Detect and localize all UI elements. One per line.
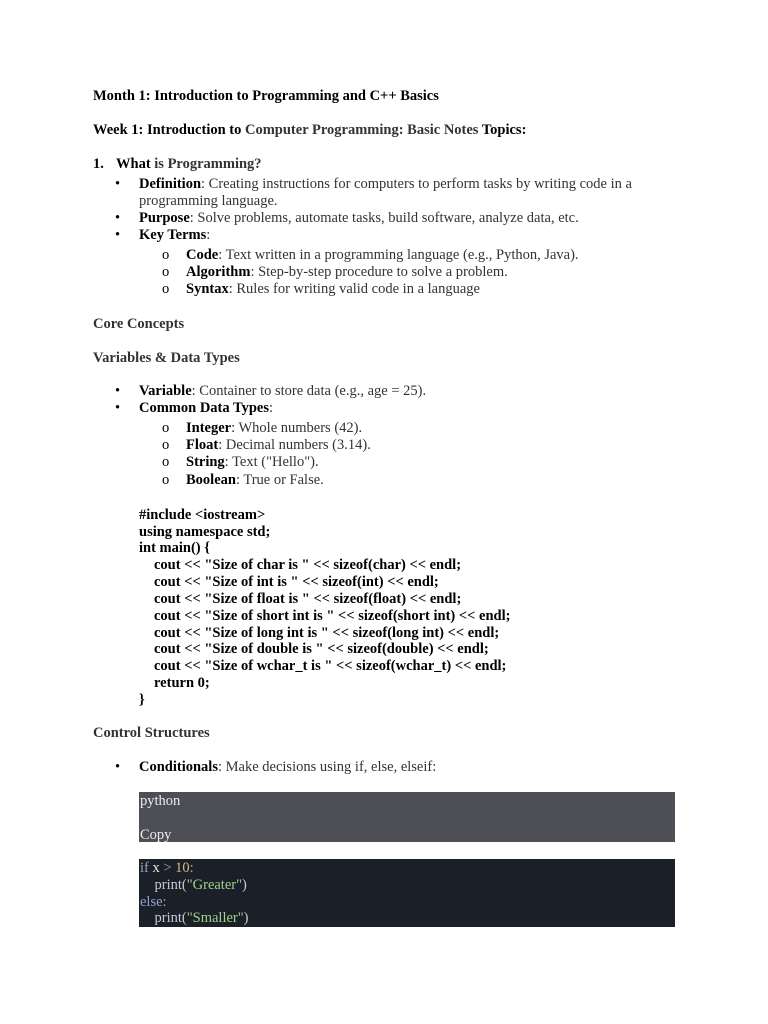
code-line-text: cout << "Size of double is " << sizeof(double) << endl;: [154, 641, 489, 657]
term-desc: : Step-by-step procedure to solve a problem.: [250, 264, 508, 280]
copy-code-button[interactable]: Copy: [140, 827, 172, 843]
control-structures-heading: Control Structures: [93, 725, 210, 741]
term-desc: : Decimal numbers (3.14).: [218, 437, 371, 453]
sub-list-item-algorithm: [186, 264, 508, 281]
term-desc: : Make decisions using if, else, elseif:: [217, 759, 437, 775]
code-header-bar: [139, 792, 675, 842]
function-call: print(: [154, 910, 187, 926]
code-line: [139, 608, 510, 625]
variables-heading: Variables & Data Types: [93, 350, 240, 366]
week-prefix: Week 1: Introduction to: [93, 122, 245, 138]
identifier: x: [148, 860, 160, 876]
term-desc: : Solve problems, automate tasks, build software, analyze data, etc.: [189, 210, 579, 226]
code-line: int main() {: [139, 540, 210, 556]
sub-list-item-syntax: [186, 281, 480, 298]
bullet-icon: •: [115, 210, 121, 226]
code-line-text: return 0;: [154, 675, 210, 691]
indent: [140, 910, 155, 926]
term-desc: : Creating instructions for computers to perform tasks by writing code in a: [201, 176, 632, 192]
code-line: [139, 658, 506, 675]
term: Definition: [139, 176, 202, 192]
python-code-line: [140, 894, 167, 911]
python-code-line: [140, 860, 194, 877]
list-item-key-terms: [139, 227, 699, 244]
number-literal: 10: [175, 860, 190, 876]
code-line: [139, 574, 439, 591]
operator: >: [159, 860, 176, 876]
code-line-text: cout << "Size of long int is " << sizeof(long int) << endl;: [154, 625, 500, 641]
python-code-line: [140, 877, 247, 894]
circle-bullet-icon: o: [162, 247, 170, 263]
circle-bullet-icon: o: [162, 264, 170, 280]
term: Code: [186, 247, 219, 263]
bullet-icon: •: [115, 383, 121, 399]
term: Float: [186, 437, 219, 453]
term: Syntax: [186, 281, 229, 297]
term-desc: : Whole numbers (42).: [231, 420, 363, 436]
circle-bullet-icon: o: [162, 454, 170, 470]
list-item-definition: [139, 176, 699, 193]
section-title: [116, 156, 262, 173]
code-line: [139, 675, 210, 692]
term: Purpose: [139, 210, 190, 226]
list-item-conditionals: [139, 759, 699, 776]
term-desc: : Text written in a programming language (e.g., Python, Java).: [218, 247, 579, 263]
function-call: print(: [154, 877, 187, 893]
keyword: if: [140, 860, 149, 876]
code-line: using namespace std;: [139, 524, 271, 540]
section-number: 1.: [93, 156, 104, 172]
code-line: [139, 557, 461, 574]
term: Integer: [186, 420, 232, 436]
list-item-data-types: [139, 400, 699, 417]
sub-list-item-string: [186, 454, 319, 471]
code-line: [139, 591, 461, 608]
sub-list-item-float: [186, 437, 371, 454]
string-literal: "Smaller": [186, 910, 244, 926]
week-suffix: Topics:: [478, 122, 527, 138]
term: Conditionals: [139, 759, 218, 775]
week-middle: Computer Programming: Basic Notes: [245, 122, 479, 138]
term-desc: : Text ("Hello").: [224, 454, 319, 470]
term: Variable: [139, 383, 192, 399]
core-concepts-heading: Core Concepts: [93, 316, 185, 332]
list-item-definition-cont: programming language.: [139, 193, 278, 209]
punctuation: ): [243, 910, 249, 926]
sub-list-item-integer: [186, 420, 362, 437]
term: Algorithm: [186, 264, 251, 280]
punctuation: :: [189, 860, 194, 876]
circle-bullet-icon: o: [162, 472, 170, 488]
bullet-icon: •: [115, 759, 121, 775]
punctuation: ): [242, 877, 247, 893]
list-item-purpose: [139, 210, 699, 227]
term: Key Terms: [139, 227, 207, 243]
sub-list-item-code: [186, 247, 579, 264]
code-line: #include <iostream>: [139, 507, 266, 523]
term: String: [186, 454, 225, 470]
bullet-icon: •: [115, 176, 121, 192]
code-line-text: cout << "Size of int is " << sizeof(int) << endl;: [154, 574, 439, 590]
term-desc: : Container to store data (e.g., age = 25).: [191, 383, 427, 399]
page-title: Month 1: Introduction to Programming and C++ Basics: [93, 88, 439, 104]
term: Common Data Types: [139, 400, 269, 416]
week-heading: [93, 122, 526, 139]
bullet-icon: •: [115, 227, 121, 243]
string-literal: "Greater": [186, 877, 243, 893]
code-line-text: cout << "Size of char is " << sizeof(char) << endl;: [154, 557, 462, 573]
code-language-label: python: [140, 793, 181, 809]
code-line: [139, 641, 489, 658]
circle-bullet-icon: o: [162, 437, 170, 453]
bullet-icon: •: [115, 400, 121, 416]
section-heading-what-is-programming: [93, 156, 262, 173]
list-item-variable: [139, 383, 699, 400]
circle-bullet-icon: o: [162, 281, 170, 297]
python-code-line: [140, 910, 249, 927]
code-line: }: [139, 692, 145, 708]
code-line: [139, 625, 499, 642]
code-line-text: cout << "Size of short int is " << sizeof(short int) << endl;: [154, 608, 511, 624]
code-line-text: cout << "Size of wchar_t is " << sizeof(wchar_t) << endl;: [154, 658, 507, 674]
keyword: else:: [140, 894, 167, 910]
term: Boolean: [186, 472, 236, 488]
term-desc: :: [268, 400, 274, 416]
section-title-rest: is Programming?: [150, 156, 262, 172]
term-desc: : True or False.: [235, 472, 324, 488]
section-title-bold: What: [116, 156, 151, 172]
term-desc: :: [206, 227, 211, 243]
term-desc: : Rules for writing valid code in a language: [228, 281, 480, 297]
python-code-block: [139, 859, 675, 927]
sub-list-item-boolean: [186, 472, 324, 489]
code-line-text: cout << "Size of float is " << sizeof(float) << endl;: [154, 591, 462, 607]
circle-bullet-icon: o: [162, 420, 170, 436]
indent: [140, 877, 155, 893]
